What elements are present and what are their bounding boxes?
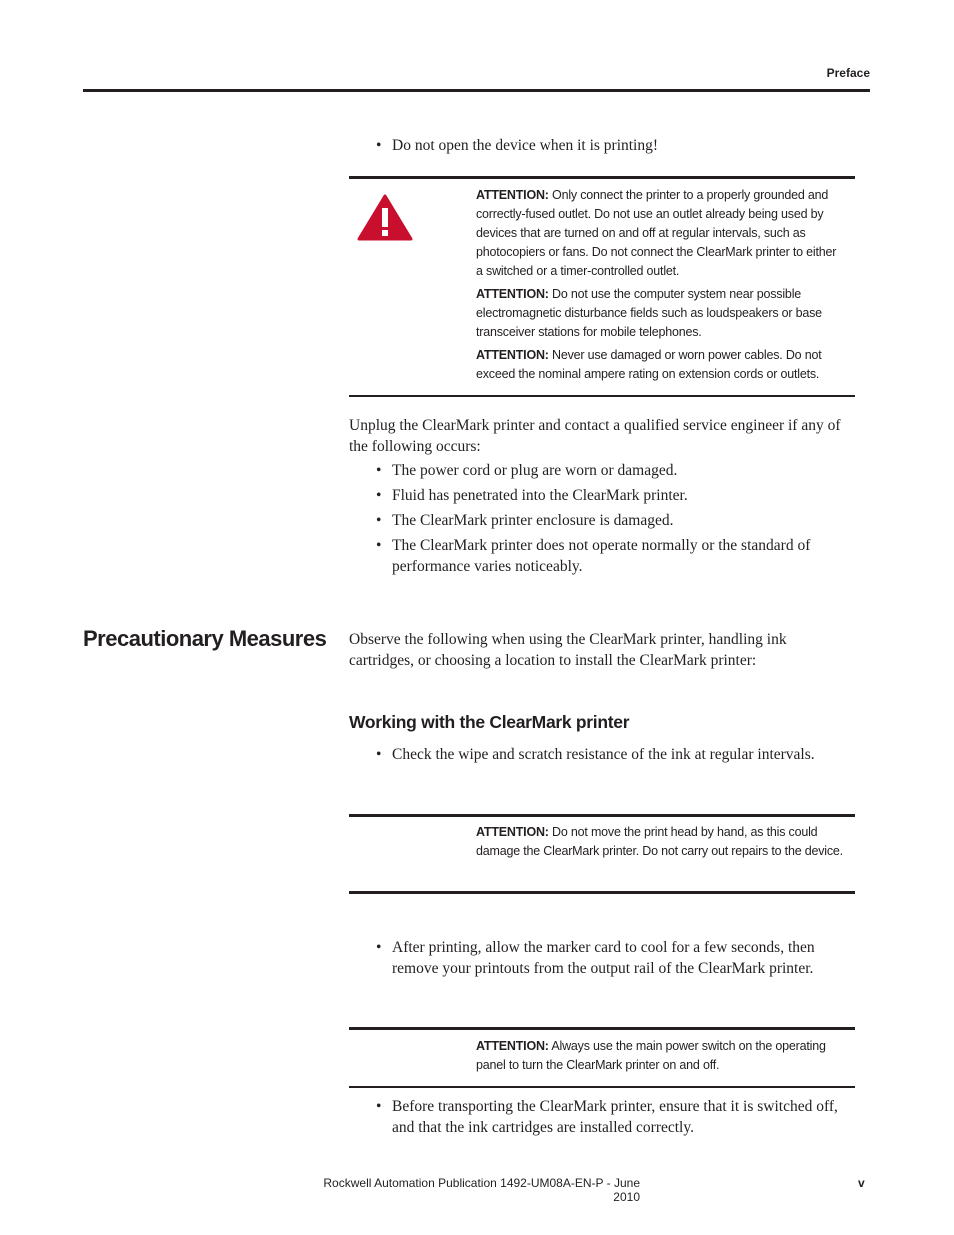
attention-paragraph: ATTENTION: Never use damaged or worn power cables. Do not exceed the nominal ampere rating on extension cords or outlets. (476, 348, 822, 381)
attention-block-3 (476, 1037, 846, 1079)
warning-triangle-icon (357, 193, 413, 247)
attention-rule-bottom (349, 1086, 855, 1088)
attention-block-2 (476, 823, 846, 865)
subsection-heading: Working with the ClearMark printer (349, 712, 630, 732)
attention-label: ATTENTION: (476, 825, 549, 839)
attention-rule-top (349, 176, 855, 179)
unplug-intro: Unplug the ClearMark printer and contact a qualified service engineer if any of the following occurs: (349, 417, 841, 455)
page-number: v (858, 1176, 865, 1190)
attention-rule-top (349, 1027, 855, 1030)
list-item-text: • Do not open the device when it is printing! (392, 137, 659, 154)
list-item: • Fluid has penetrated into the ClearMark printer. (376, 486, 858, 507)
footer-publication: Rockwell Automation Publication 1492-UM08A-EN-P - June 2010 (323, 1176, 640, 1204)
attention-block-1 (476, 186, 846, 388)
attention-rule-bottom (349, 395, 855, 397)
attention-paragraph: ATTENTION: Do not use the computer system near possible electromagnetic disturbance fields such as loudspeakers or base transceiver stations for mobile telephones. (476, 287, 822, 339)
list-item: • Check the wipe and scratch resistance of the ink at regular intervals. (376, 745, 858, 766)
attention-rule-bottom (349, 891, 855, 894)
precautionary-intro: Observe the following when using the ClearMark printer, handling ink cartridges, or choosing a location to install the ClearMark printer: (349, 631, 787, 669)
list-item: • The ClearMark printer does not operate normally or the standard of performance varies noticeably. (376, 536, 858, 577)
header-rule (83, 89, 870, 92)
attention-rule-top (349, 814, 855, 817)
attention-label: ATTENTION: (476, 348, 549, 362)
attention-paragraph: ATTENTION: Do not move the print head by hand, as this could damage the ClearMark printer. Do not carry out repairs to the device. (476, 825, 843, 858)
list-item (376, 136, 858, 157)
section-heading: Precautionary Measures (83, 626, 327, 651)
attention-paragraph: ATTENTION: Only connect the printer to a properly grounded and correctly-fused outlet. Do not use an outlet already being used by devices that are turned on and off at regular intervals, such as photocopiers or fans. Do not connect the ClearMark printer to either a switched or a timer-controlled outlet. (476, 188, 837, 278)
running-header: Preface (826, 66, 870, 80)
attention-label: ATTENTION: (476, 1039, 549, 1053)
attention-label: ATTENTION: (476, 188, 549, 202)
list-item: • Before transporting the ClearMark printer, ensure that it is switched off, and that the ink cartridges are installed correctly. (376, 1097, 858, 1138)
list-item: • The ClearMark printer enclosure is damaged. (376, 511, 858, 532)
list-item: • The power cord or plug are worn or damaged. (376, 461, 858, 482)
attention-paragraph: ATTENTION: Always use the main power switch on the operating panel to turn the ClearMark printer on and off. (476, 1039, 826, 1072)
list-item: • After printing, allow the marker card to cool for a few seconds, then remove your printouts from the output rail of the ClearMark printer. (376, 938, 858, 979)
attention-label: ATTENTION: (476, 287, 549, 301)
